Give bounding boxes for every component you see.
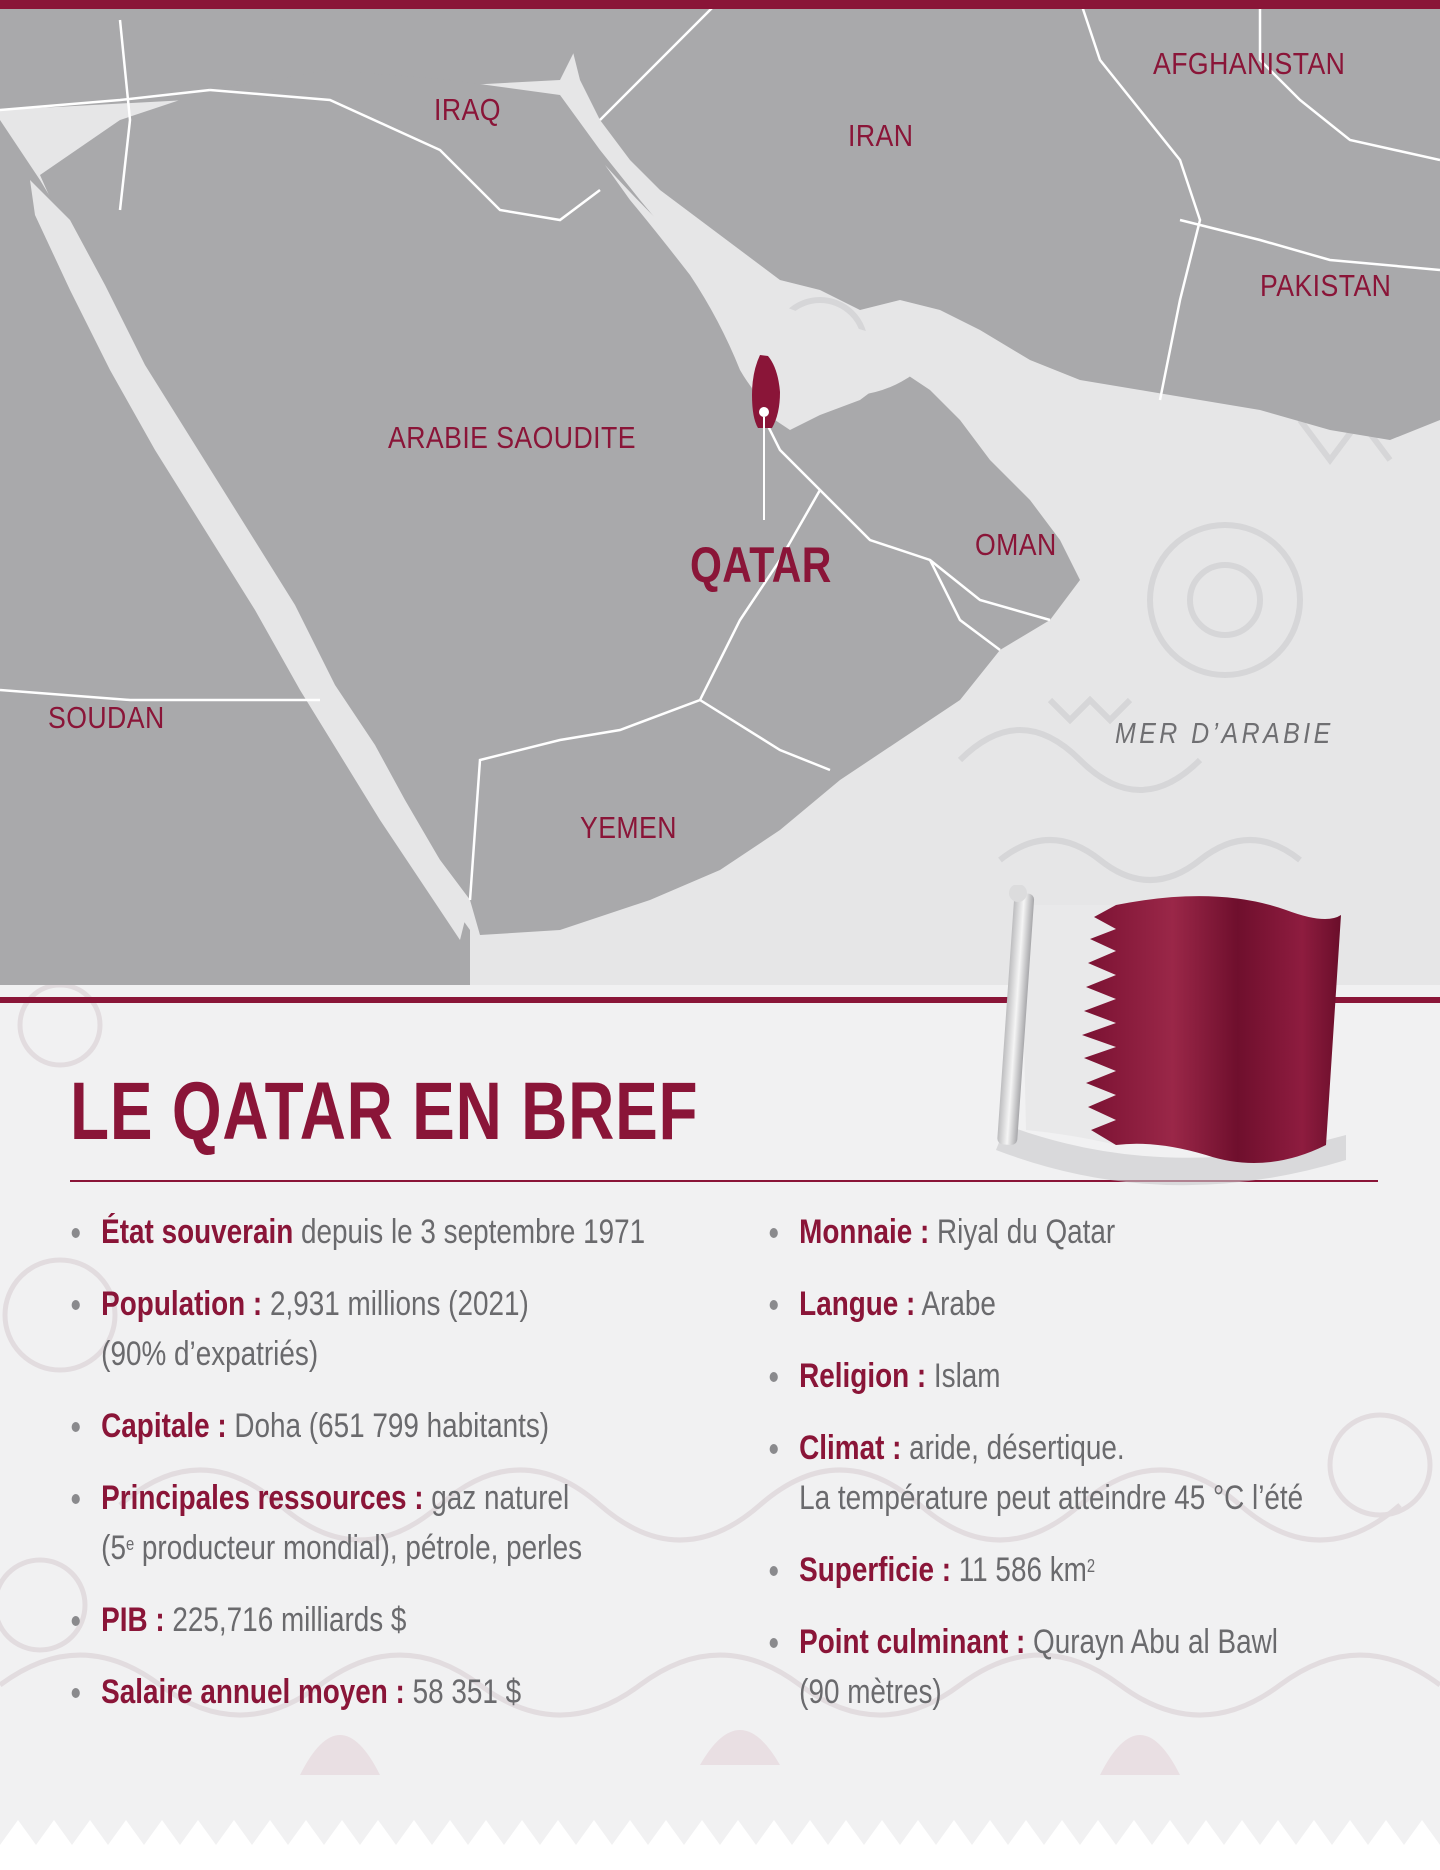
- label-afghanistan: AFGHANISTAN: [1153, 46, 1346, 81]
- label-arabian-sea: MER D’ARABIE: [1115, 718, 1334, 750]
- label-soudan: SOUDAN: [48, 700, 165, 735]
- fact-salary: Salaire annuel moyen : 58 351 $: [70, 1667, 710, 1717]
- fact-climate: Climat : aride, désertique. La température peut atteindre 45 °C l’été: [768, 1423, 1408, 1523]
- fact-capital: Capitale : Doha (651 799 habitants): [70, 1401, 710, 1451]
- page-title: LE QATAR EN BREF: [70, 1066, 699, 1157]
- facts-right-list: [768, 1207, 1408, 1739]
- fact-gdp: PIB : 225,716 milliards $: [70, 1595, 710, 1645]
- label-iran: IRAN: [848, 118, 914, 153]
- fact-sovereign-state: État souverain depuis le 3 septembre 1971: [70, 1207, 710, 1257]
- label-qatar: QATAR: [690, 537, 832, 593]
- fact-religion: Religion : Islam: [768, 1351, 1408, 1401]
- label-oman: OMAN: [975, 527, 1057, 562]
- facts-left-list: [70, 1207, 710, 1739]
- fact-area: Superficie : 11 586 $km^2$: [768, 1545, 1408, 1595]
- qatar-pin: [759, 407, 769, 417]
- qatar-flag-icon: [966, 885, 1356, 1205]
- label-yemen: YEMEN: [580, 810, 677, 845]
- fact-resources: Principales ressources : gaz naturel (5e producteur mondial), pétrole, perles: [70, 1473, 710, 1573]
- bottom-zigzag: [0, 1820, 1440, 1870]
- fact-currency: Monnaie : Riyal du Qatar: [768, 1207, 1408, 1257]
- top-accent-bar: [0, 0, 1440, 9]
- fact-language: Langue : Arabe: [768, 1279, 1408, 1329]
- label-pakistan: PAKISTAN: [1260, 268, 1392, 303]
- label-saudi-arabia: ARABIE SAOUDITE: [388, 420, 636, 455]
- fact-population: Population : 2,931 millions (2021) (90% d’expatriés): [70, 1279, 710, 1379]
- label-iraq: IRAQ: [434, 92, 501, 127]
- fact-highest-point: Point culminant : Qurayn Abu al Bawl (90 mètres): [768, 1617, 1408, 1717]
